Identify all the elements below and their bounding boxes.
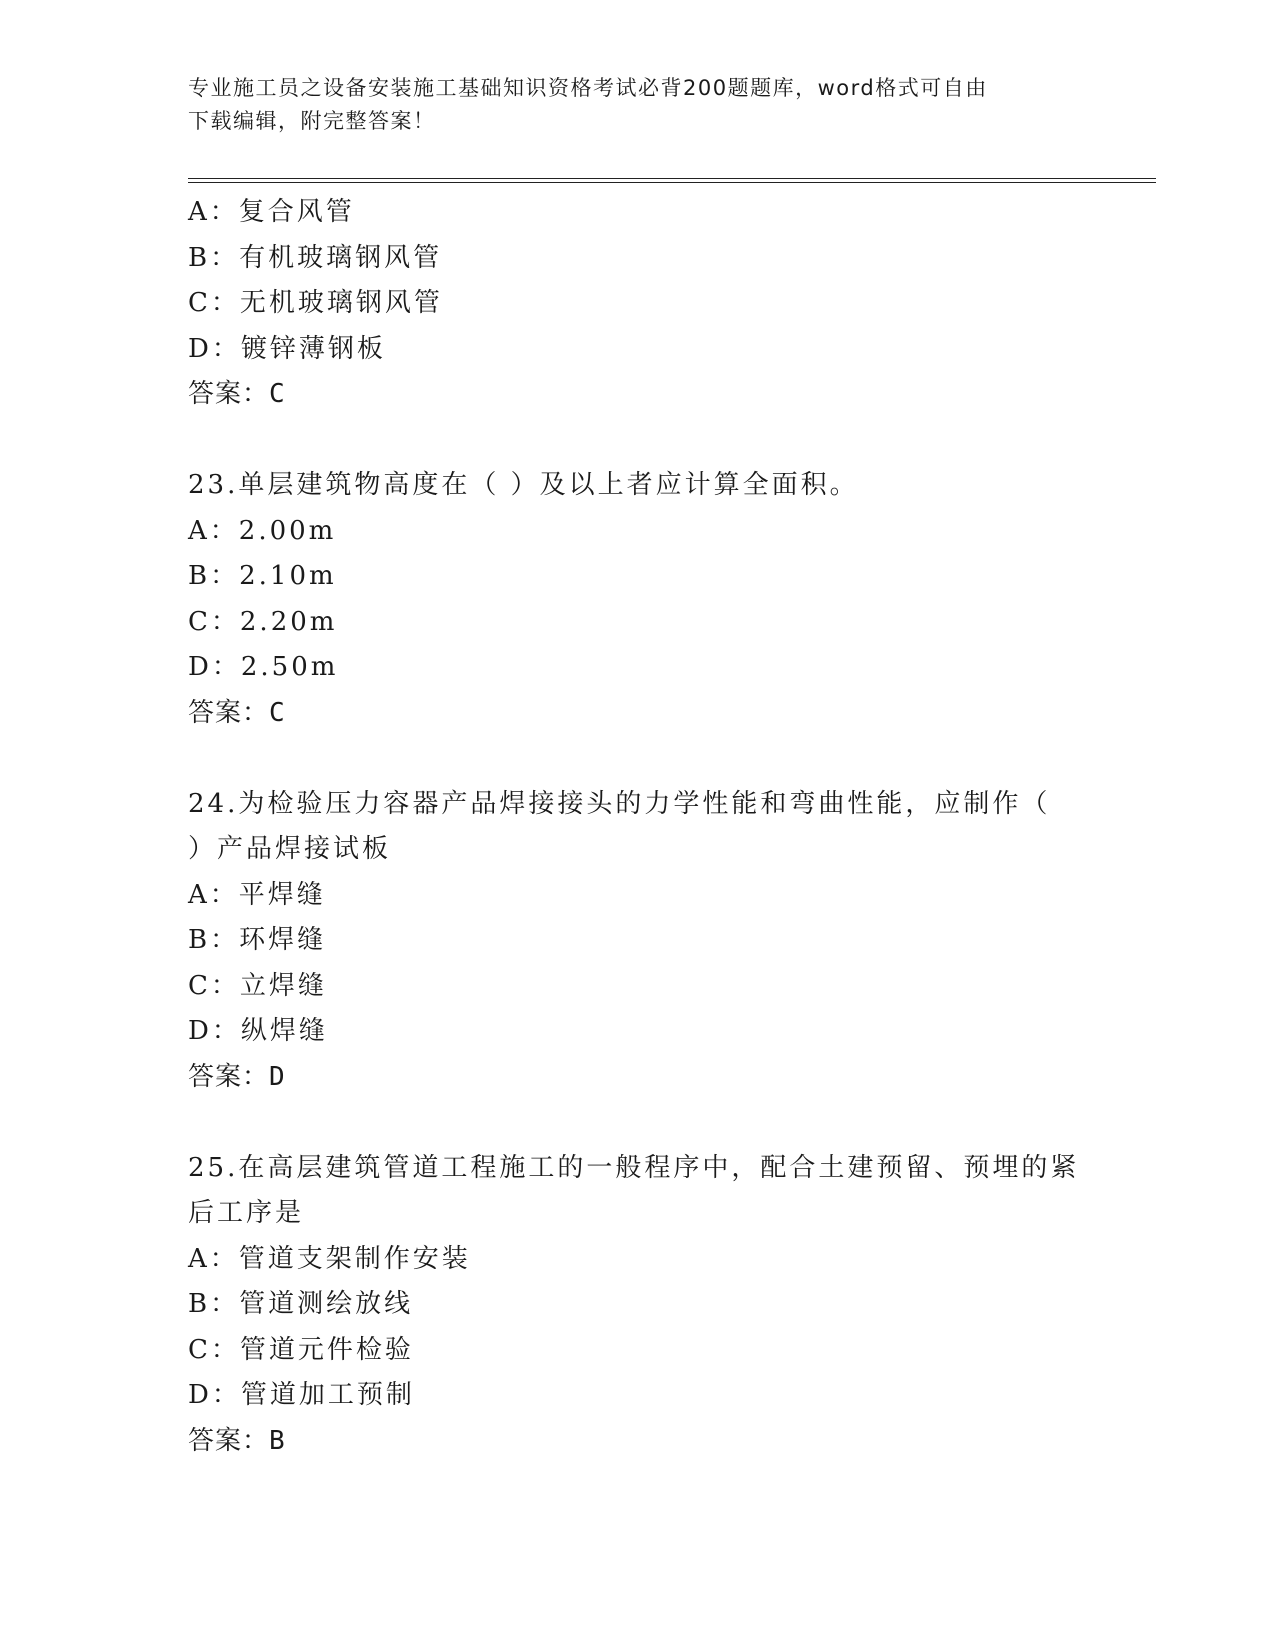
option-c: C：管道元件检验 bbox=[188, 1334, 414, 1365]
answer-line bbox=[188, 1419, 1088, 1465]
option-b: B：2.10m bbox=[188, 561, 337, 591]
header-divider bbox=[188, 178, 1156, 183]
option-c: C：2.20m bbox=[188, 606, 338, 637]
header-line-1: 专业施工员之设备安装施工基础知识资格考试必背200题题库，word格式可自由 bbox=[188, 76, 988, 100]
question-text-continued: 后工序是 bbox=[188, 1198, 305, 1228]
spacer bbox=[188, 418, 1088, 464]
spacer bbox=[188, 1100, 1088, 1146]
question-text: 23.单层建筑物高度在（ ）及以上者应计算全面积。 bbox=[188, 470, 859, 500]
question-25 bbox=[188, 1146, 1088, 1465]
question-text: 25.在高层建筑管道工程施工的一般程序中，配合土建预留、预埋的紧 bbox=[188, 1152, 1080, 1183]
question-22-continued bbox=[188, 190, 1088, 418]
option-d: D：纵焊缝 bbox=[188, 1016, 328, 1046]
question-text-continued: ）产品焊接试板 bbox=[188, 834, 392, 864]
option-b: B：环焊缝 bbox=[188, 925, 327, 955]
answer-label: 答案： bbox=[188, 697, 270, 728]
option-c: C：立焊缝 bbox=[188, 970, 327, 1001]
option-a: A：管道支架制作安装 bbox=[188, 1243, 471, 1274]
answer-label: 答案： bbox=[188, 1425, 270, 1456]
option-a: A：平焊缝 bbox=[188, 879, 326, 910]
option-a: A：2.00m bbox=[188, 515, 337, 546]
document-header bbox=[188, 72, 1068, 138]
answer-line bbox=[188, 691, 1088, 737]
option-b: B：有机玻璃钢风管 bbox=[188, 242, 443, 273]
option-d: D：2.50m bbox=[188, 652, 339, 682]
answer-value: C bbox=[269, 379, 286, 409]
option-d: D：管道加工预制 bbox=[188, 1380, 415, 1410]
answer-line bbox=[188, 1055, 1088, 1101]
option-d: D：镀锌薄钢板 bbox=[188, 333, 386, 364]
answer-line bbox=[188, 372, 1088, 418]
option-b: B：管道测绘放线 bbox=[188, 1289, 414, 1319]
question-24 bbox=[188, 782, 1088, 1101]
question-list bbox=[188, 190, 1088, 1464]
spacer bbox=[188, 736, 1088, 782]
answer-value: B bbox=[269, 1425, 286, 1456]
option-c: C：无机玻璃钢风管 bbox=[188, 288, 443, 318]
answer-value: D bbox=[269, 1061, 286, 1092]
answer-label: 答案： bbox=[188, 379, 270, 409]
question-23 bbox=[188, 463, 1088, 736]
header-line-2: 下载编辑，附完整答案！ bbox=[188, 109, 436, 133]
answer-label: 答案： bbox=[188, 1061, 270, 1092]
question-text: 24.为检验压力容器产品焊接接头的力学性能和弯曲性能，应制作（ bbox=[188, 788, 1051, 819]
option-a: A：复合风管 bbox=[188, 197, 355, 227]
answer-value: C bbox=[269, 697, 286, 728]
